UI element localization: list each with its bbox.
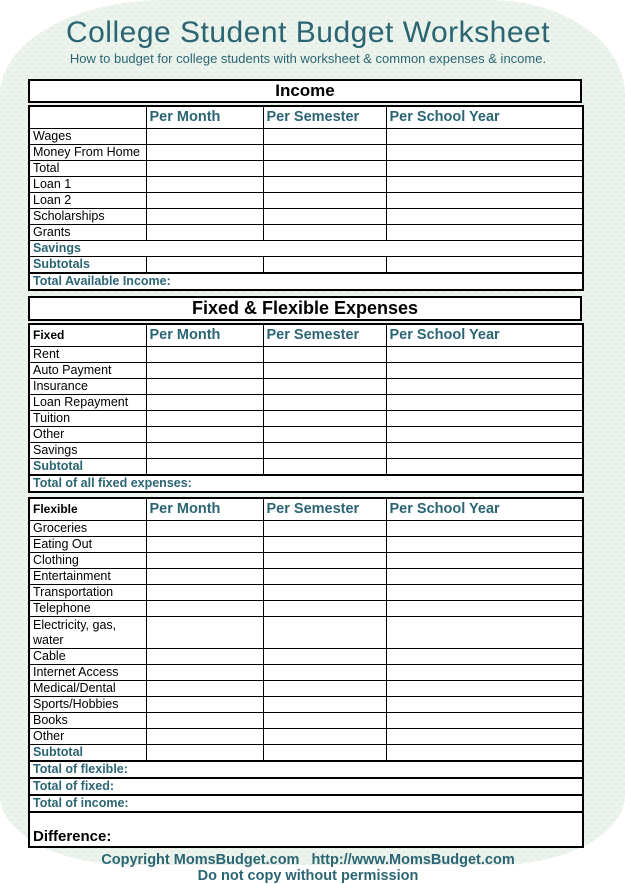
value-cell [386,729,583,745]
value-cell [386,681,583,697]
col-header-per-semester: Per Semester [263,498,386,521]
value-cell [386,443,583,459]
col-header-per-month: Per Month [146,106,263,129]
value-cell [146,713,263,729]
table-row [29,379,583,395]
value-cell [386,459,583,476]
value-cell [386,427,583,443]
value-cell [386,161,583,177]
value-cell [146,129,263,145]
value-cell [263,443,386,459]
income-column-header-row [29,106,583,129]
value-cell [263,649,386,665]
value-cell [146,193,263,209]
col-header-per-semester: Per Semester [263,324,386,347]
fixed-expenses-table [28,323,584,493]
table-row [29,537,583,553]
value-cell [146,395,263,411]
row-label: Auto Payment [29,363,146,379]
value-cell [263,617,386,649]
value-cell [263,411,386,427]
table-row [29,617,583,649]
row-label: Total [29,161,146,177]
value-cell [146,553,263,569]
value-cell [146,585,263,601]
value-cell [263,569,386,585]
row-label: Internet Access [29,665,146,681]
value-cell [146,665,263,681]
value-cell [386,553,583,569]
value-cell [386,395,583,411]
fixed-column-header-row [29,324,583,347]
value-cell [263,145,386,161]
value-cell [146,443,263,459]
total-income-row [29,795,583,812]
total-fixed-expenses-row [29,475,583,492]
value-cell [386,411,583,427]
value-cell [386,379,583,395]
row-label: Rent [29,347,146,363]
table-row [29,347,583,363]
footer-copyright-line [28,852,588,868]
value-cell [386,601,583,617]
value-cell [386,569,583,585]
value-cell [386,649,583,665]
table-row [29,697,583,713]
value-cell [146,729,263,745]
table-row [29,681,583,697]
difference-row [29,812,583,847]
row-label: Medical/Dental [29,681,146,697]
value-cell [146,363,263,379]
subtotal-row [29,459,583,476]
value-cell [146,209,263,225]
table-row [29,427,583,443]
col-header-per-semester: Per Semester [263,106,386,129]
total-available-income-label: Total Available Income: [29,273,583,290]
value-cell [263,129,386,145]
table-row [29,443,583,459]
value-cell [263,161,386,177]
value-cell [386,193,583,209]
value-cell [263,521,386,537]
value-cell [263,665,386,681]
value-cell [386,665,583,681]
expenses-section-title: Fixed & Flexible Expenses [28,296,582,321]
flexible-column-header-row [29,498,583,521]
total-fixed-label: Total of fixed: [29,778,583,795]
table-row [29,729,583,745]
value-cell [386,145,583,161]
col-header-per-month: Per Month [146,498,263,521]
table-row [29,649,583,665]
value-cell [146,649,263,665]
value-cell [386,257,583,274]
table-row [29,585,583,601]
value-cell [386,713,583,729]
subtotal-label: Subtotal [29,459,146,476]
total-fixed-row [29,778,583,795]
value-cell [263,225,386,241]
table-row [29,363,583,379]
table-row [29,521,583,537]
value-cell [386,225,583,241]
value-cell [386,363,583,379]
value-cell [386,129,583,145]
col-header-per-month: Per Month [146,324,263,347]
table-row [29,129,583,145]
value-cell [263,585,386,601]
subtotal-label: Subtotal [29,745,146,762]
row-label: Cable [29,649,146,665]
col-header-per-school-year: Per School Year [386,106,583,129]
value-cell [263,363,386,379]
row-label: Clothing [29,553,146,569]
table-row [29,193,583,209]
table-row [29,177,583,193]
row-label: Loan 1 [29,177,146,193]
row-label: Insurance [29,379,146,395]
value-cell [146,161,263,177]
row-label: Books [29,713,146,729]
row-label: Transportation [29,585,146,601]
income-table [28,105,584,291]
table-row [29,145,583,161]
value-cell [146,697,263,713]
row-label: Other [29,427,146,443]
row-label: Eating Out [29,537,146,553]
value-cell [146,537,263,553]
row-label: Loan 2 [29,193,146,209]
value-cell [386,585,583,601]
row-label: Loan Repayment [29,395,146,411]
subtotal-row [29,745,583,762]
value-cell [263,601,386,617]
row-label: Electricity, gas, water [29,617,146,649]
table-row [29,601,583,617]
col-header-per-school-year: Per School Year [386,324,583,347]
value-cell [386,209,583,225]
value-cell [263,193,386,209]
row-label: Grants [29,225,146,241]
value-cell [146,379,263,395]
value-cell [386,745,583,762]
row-label: Groceries [29,521,146,537]
flexible-expenses-table [28,497,584,848]
table-row [29,225,583,241]
row-label: Telephone [29,601,146,617]
value-cell [263,347,386,363]
value-cell [386,537,583,553]
row-label: Savings [29,443,146,459]
total-fixed-expenses-label: Total of all fixed expenses: [29,475,583,492]
value-cell [263,209,386,225]
row-label: Wages [29,129,146,145]
subtotals-row [29,257,583,274]
total-flexible-label: Total of flexible: [29,761,583,778]
value-cell [263,729,386,745]
savings-label: Savings [29,241,583,257]
footer [28,852,588,884]
value-cell [146,347,263,363]
page-title: College Student Budget Worksheet [65,16,551,49]
income-section-title: Income [28,79,582,103]
row-label: Other [29,729,146,745]
value-cell [146,225,263,241]
total-flexible-row [29,761,583,778]
copyright-text: Copyright MomsBudget.com [101,852,300,868]
value-cell [146,521,263,537]
value-cell [386,177,583,193]
row-label: Sports/Hobbies [29,697,146,713]
value-cell [263,713,386,729]
value-cell [386,347,583,363]
row-label: Entertainment [29,569,146,585]
value-cell [146,411,263,427]
income-blank-header-cell [29,106,146,129]
value-cell [263,177,386,193]
total-income-label: Total of income: [29,795,583,812]
table-row [29,569,583,585]
value-cell [263,681,386,697]
value-cell [146,459,263,476]
difference-label: Difference: [29,812,583,847]
row-label: Tuition [29,411,146,427]
col-header-per-school-year: Per School Year [386,498,583,521]
row-label: Scholarships [29,209,146,225]
table-row [29,553,583,569]
row-label: Money From Home [29,145,146,161]
value-cell [263,379,386,395]
table-row [29,411,583,427]
value-cell [386,697,583,713]
value-cell [146,177,263,193]
value-cell [263,257,386,274]
value-cell [146,427,263,443]
table-row [29,161,583,177]
table-row [29,209,583,225]
value-cell [146,601,263,617]
table-row [29,713,583,729]
value-cell [263,537,386,553]
fixed-label: Fixed [29,324,146,347]
total-available-income-row [29,273,583,290]
value-cell [263,745,386,762]
value-cell [263,697,386,713]
value-cell [263,459,386,476]
table-row [29,665,583,681]
table-row [29,395,583,411]
page-subtitle: How to budget for college students with worksheet & common expenses & income. [69,51,547,66]
flexible-label: Flexible [29,498,146,521]
website-url: http://www.MomsBudget.com [311,852,515,868]
value-cell [263,553,386,569]
value-cell [386,617,583,649]
value-cell [263,395,386,411]
savings-row [29,241,583,257]
subtotals-label: Subtotals [29,257,146,274]
footer-notice: Do not copy without permission [197,868,419,884]
value-cell [386,521,583,537]
value-cell [146,145,263,161]
value-cell [146,681,263,697]
value-cell [263,427,386,443]
value-cell [146,569,263,585]
value-cell [146,617,263,649]
value-cell [146,257,263,274]
value-cell [146,745,263,762]
